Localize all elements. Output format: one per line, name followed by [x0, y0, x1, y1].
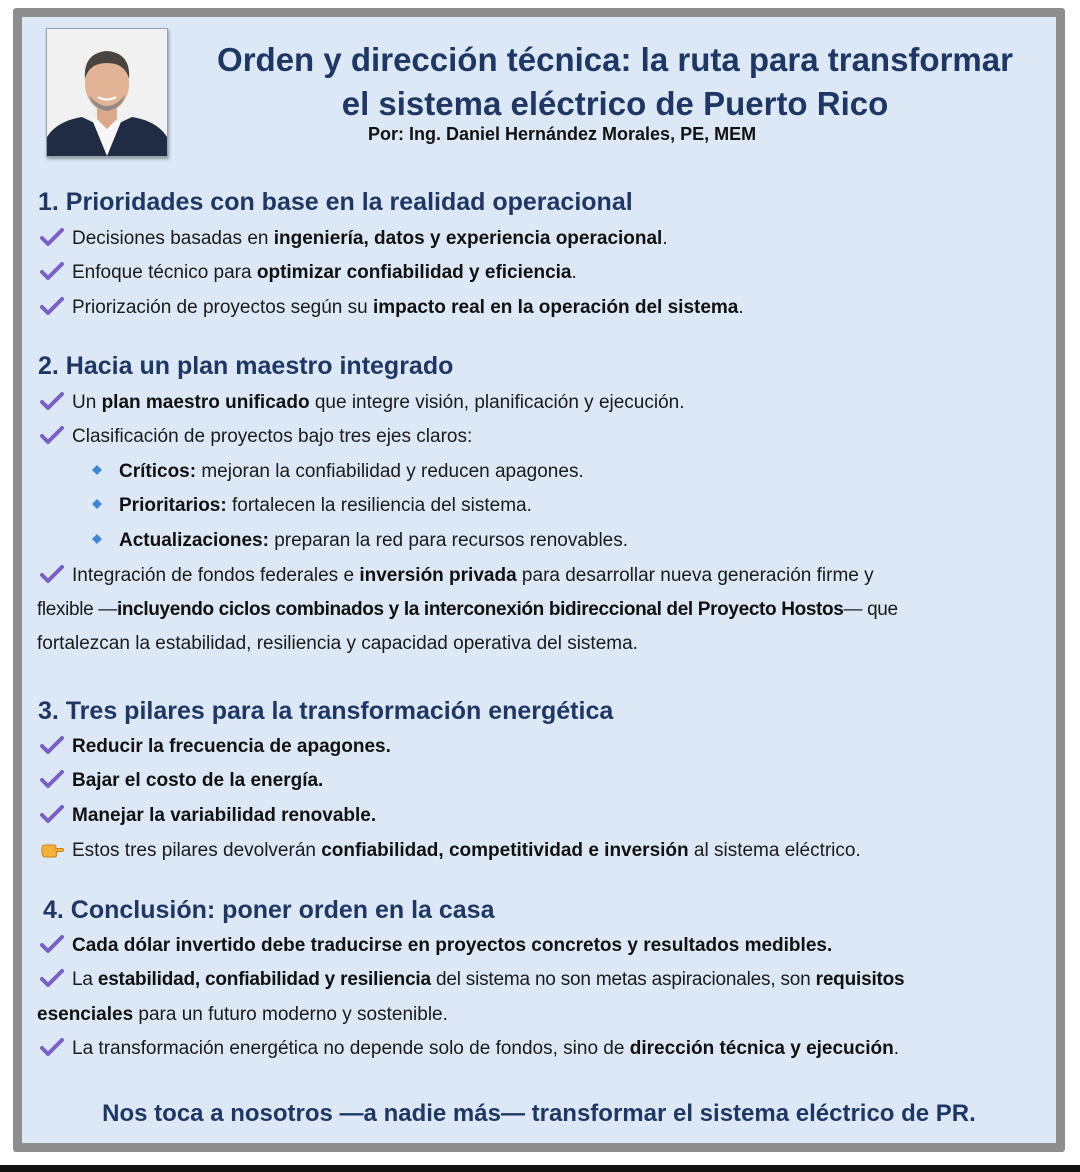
section-2-heading: 2. Hacia un plan maestro integrado	[38, 352, 454, 380]
check-icon	[40, 391, 64, 411]
s3-bullet-1: Reducir la frecuencia de apagones.	[40, 735, 391, 759]
s4-bullet-2-line-2: esenciales para un futuro moderno y sostenible.	[37, 1004, 448, 1025]
check-icon	[40, 564, 64, 584]
title-line-2: el sistema eléctrico de Puerto Rico	[341, 85, 889, 122]
title-line-1: Orden y dirección técnica: la ruta para transformar	[217, 41, 1013, 78]
check-icon	[40, 425, 64, 445]
section-1-heading: 1. Prioridades con base en la realidad operacional	[38, 188, 633, 216]
page-title	[180, 38, 1050, 126]
check-icon	[40, 296, 64, 316]
check-icon	[40, 735, 64, 755]
s4-bullet-1: Cada dólar invertido debe traducirse en proyectos concretos y resultados medibles.	[40, 934, 832, 958]
s2-bullet-3-line-1: Integración de fondos federales e inversión privada para desarrollar nueva generación firme y	[40, 564, 874, 588]
section-4-heading: 4. Conclusión: poner orden en la casa	[43, 896, 495, 924]
s1-bullet-3: Priorización de proyectos según su impacto real en la operación del sistema.	[40, 296, 744, 320]
s2-bullet-3-line-2: flexible —incluyendo ciclos combinados y la interconexión bidireccional del Proyecto Hostos— que	[37, 599, 898, 620]
s3-bullet-3: Manejar la variabilidad renovable.	[40, 804, 376, 828]
s2-sub-2: Prioritarios: fortalecen la resiliencia del sistema.	[92, 494, 532, 518]
check-icon	[40, 1037, 64, 1057]
check-icon	[40, 968, 64, 988]
s4-bullet-2-line-1: La estabilidad, confiabilidad y resiliencia del sistema no son metas aspiracionales, son requisitos	[40, 968, 904, 992]
s1-bullet-2: Enfoque técnico para optimizar confiabilidad y eficiencia.	[40, 261, 577, 285]
diamond-icon	[92, 499, 102, 509]
closing-statement: Nos toca a nosotros —a nadie más— transformar el sistema eléctrico de PR.	[102, 1100, 976, 1127]
section-3-heading: 3. Tres pilares para la transformación energética	[38, 697, 614, 725]
s3-note: Estos tres pilares devolverán confiabilidad, competitividad e inversión al sistema eléctrico.	[40, 839, 861, 863]
check-icon	[40, 769, 64, 789]
s2-sub-3: Actualizaciones: preparan la red para recursos renovables.	[92, 529, 628, 553]
s1-bullet-1: Decisiones basadas en ingeniería, datos y experiencia operacional.	[40, 227, 668, 251]
byline: Por: Ing. Daniel Hernández Morales, PE, MEM	[368, 124, 757, 144]
s4-bullet-3: La transformación energética no depende solo de fondos, sino de dirección técnica y ejecución.	[40, 1037, 899, 1061]
diamond-icon	[92, 465, 102, 475]
check-icon	[40, 804, 64, 824]
s2-bullet-2: Clasificación de proyectos bajo tres ejes claros:	[40, 425, 472, 449]
hand-pointing-icon	[40, 839, 64, 859]
s2-bullet-1: Un plan maestro unificado que integre visión, planificación y ejecución.	[40, 391, 685, 415]
check-icon	[40, 227, 64, 247]
check-icon	[40, 934, 64, 954]
s2-sub-1: Críticos: mejoran la confiabilidad y reducen apagones.	[92, 460, 584, 484]
bottom-rule	[0, 1165, 1080, 1172]
diamond-icon	[92, 534, 102, 544]
author-photo	[46, 28, 168, 157]
s3-bullet-2: Bajar el costo de la energía.	[40, 769, 323, 793]
check-icon	[40, 261, 64, 281]
s2-bullet-3-line-3: fortalezcan la estabilidad, resiliencia y capacidad operativa del sistema.	[37, 633, 638, 654]
